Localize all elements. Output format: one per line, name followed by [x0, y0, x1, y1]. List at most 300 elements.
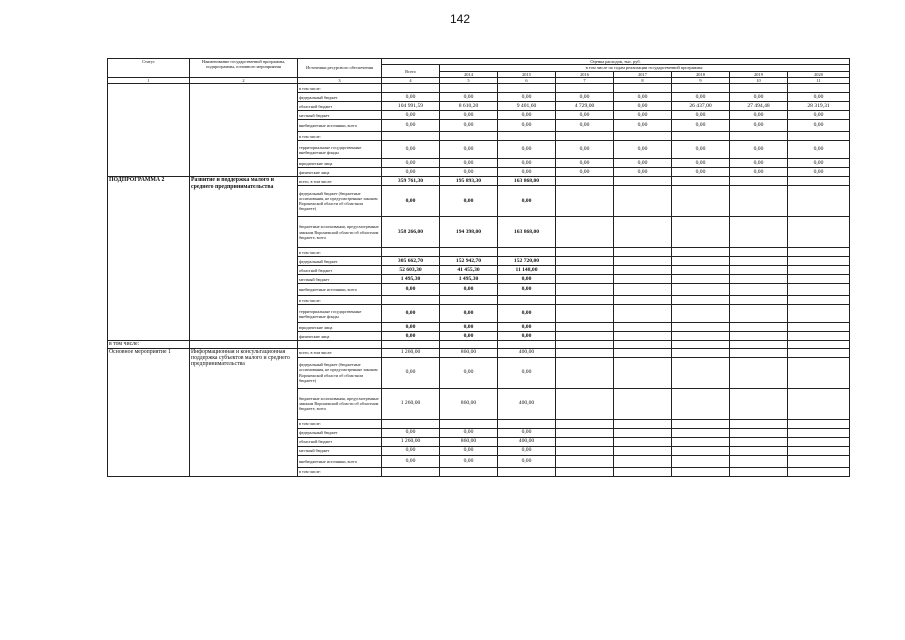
value-cell — [556, 388, 614, 419]
value-cell: 0,00 — [440, 141, 498, 159]
source-cell: в том числе: — [298, 84, 382, 93]
header-source: Источники ресурсного обеспечения — [298, 59, 382, 78]
value-cell: 0,00 — [788, 168, 850, 177]
value-cell: 0,00 — [730, 159, 788, 168]
header-estimate: Оценка расходов, тыс. руб. — [382, 59, 850, 65]
value-cell — [614, 455, 672, 467]
source-cell: внебюджетные источники, всего — [298, 120, 382, 132]
value-cell: 0,00 — [382, 323, 440, 332]
value-cell — [556, 186, 614, 217]
value-cell — [614, 84, 672, 93]
value-cell: 0,00 — [498, 428, 556, 437]
value-cell: 163 868,00 — [498, 217, 556, 248]
value-cell — [672, 437, 730, 446]
value-cell: 0,00 — [382, 159, 440, 168]
source-cell: юридические лица — [298, 323, 382, 332]
value-cell — [730, 177, 788, 186]
column-number: 1 — [108, 78, 190, 84]
value-cell — [788, 296, 850, 305]
value-cell: 0,00 — [382, 357, 440, 388]
value-cell: 0,00 — [498, 120, 556, 132]
column-number: 6 — [498, 78, 556, 84]
value-cell — [672, 266, 730, 275]
value-cell: 0,00 — [730, 168, 788, 177]
value-cell: 152 720,00 — [498, 257, 556, 266]
column-number: 2 — [190, 78, 298, 84]
source-cell: территориальные государственные внебюджетные фонды — [298, 141, 382, 159]
header-year: 2018 — [672, 71, 730, 77]
value-cell — [788, 348, 850, 357]
value-cell: 0,00 — [672, 111, 730, 120]
row-name: Развитие и поддержка малого и среднего предпринимательства — [190, 177, 298, 341]
value-cell: 0,00 — [788, 120, 850, 132]
value-cell: 0,00 — [498, 357, 556, 388]
column-number: 3 — [298, 78, 382, 84]
value-cell: 860,00 — [440, 388, 498, 419]
value-cell — [498, 467, 556, 476]
value-cell: 41 455,30 — [440, 266, 498, 275]
value-cell — [788, 419, 850, 428]
value-cell: 0,00 — [498, 168, 556, 177]
header-year: 2014 — [440, 71, 498, 77]
value-cell: 0,00 — [382, 186, 440, 217]
empty-cell — [298, 341, 382, 348]
value-cell — [498, 296, 556, 305]
value-cell: 0,00 — [382, 111, 440, 120]
column-number: 11 — [788, 78, 850, 84]
value-cell — [382, 467, 440, 476]
value-cell: 195 893,30 — [440, 177, 498, 186]
value-cell: 0,00 — [730, 120, 788, 132]
value-cell — [614, 467, 672, 476]
value-cell — [730, 388, 788, 419]
value-cell — [614, 296, 672, 305]
value-cell: 0,00 — [498, 93, 556, 102]
value-cell — [498, 248, 556, 257]
value-cell: 0,00 — [730, 141, 788, 159]
value-cell: 0,00 — [788, 111, 850, 120]
value-cell — [614, 284, 672, 296]
value-cell — [556, 455, 614, 467]
value-cell — [614, 186, 672, 217]
source-cell: областной бюджет — [298, 266, 382, 275]
row-status: Основное мероприятие 1 — [108, 348, 190, 476]
value-cell: 0,00 — [440, 305, 498, 323]
value-cell: 8 610,20 — [440, 102, 498, 111]
value-cell: 11 148,00 — [498, 266, 556, 275]
value-cell — [730, 428, 788, 437]
value-cell — [730, 323, 788, 332]
source-cell: юридические лица — [298, 159, 382, 168]
value-cell — [556, 266, 614, 275]
row-name — [190, 84, 298, 177]
value-cell — [672, 357, 730, 388]
value-cell: 9 401,60 — [498, 102, 556, 111]
value-cell — [614, 132, 672, 141]
source-cell: в том числе: — [298, 467, 382, 476]
value-cell — [788, 284, 850, 296]
value-cell — [382, 419, 440, 428]
value-cell — [730, 186, 788, 217]
source-cell: в том числе: — [298, 419, 382, 428]
value-cell — [614, 446, 672, 455]
value-cell: 0,00 — [614, 168, 672, 177]
value-cell: 1 260,00 — [382, 437, 440, 446]
value-cell: 0,00 — [440, 120, 498, 132]
value-cell — [614, 357, 672, 388]
value-cell — [440, 248, 498, 257]
value-cell: 400,00 — [498, 437, 556, 446]
header-year: 2015 — [498, 71, 556, 77]
header-total: Всего — [382, 65, 440, 78]
value-cell — [440, 296, 498, 305]
value-cell: 1 495,30 — [382, 275, 440, 284]
value-cell: 0,00 — [614, 102, 672, 111]
value-cell — [788, 217, 850, 248]
value-cell: 0,00 — [672, 120, 730, 132]
value-cell — [556, 357, 614, 388]
value-cell — [730, 305, 788, 323]
value-cell: 163 868,00 — [498, 177, 556, 186]
page-number: 142 — [449, 12, 471, 26]
value-cell — [730, 455, 788, 467]
value-cell — [730, 437, 788, 446]
value-cell: 0,00 — [556, 159, 614, 168]
source-cell: областной бюджет — [298, 437, 382, 446]
value-cell: 400,00 — [498, 348, 556, 357]
value-cell — [556, 348, 614, 357]
column-number: 9 — [672, 78, 730, 84]
value-cell — [614, 428, 672, 437]
value-cell — [556, 84, 614, 93]
value-cell — [788, 357, 850, 388]
value-cell — [614, 437, 672, 446]
empty-cell — [556, 341, 614, 348]
column-number: 7 — [556, 78, 614, 84]
source-cell: в том числе: — [298, 132, 382, 141]
value-cell — [672, 455, 730, 467]
in-that-number-label: в том числе: — [108, 341, 190, 348]
value-cell — [788, 323, 850, 332]
source-cell: физические лица — [298, 168, 382, 177]
value-cell: 0,00 — [730, 93, 788, 102]
value-cell: 0,00 — [614, 93, 672, 102]
value-cell — [730, 419, 788, 428]
value-cell — [498, 419, 556, 428]
column-number: 8 — [614, 78, 672, 84]
value-cell: 1 260,00 — [382, 348, 440, 357]
value-cell — [730, 132, 788, 141]
value-cell — [556, 437, 614, 446]
value-cell — [440, 467, 498, 476]
row-name: Информационная и консультационная поддержка субъектов малого и среднего предпринимательства — [190, 348, 298, 476]
value-cell — [672, 428, 730, 437]
empty-cell — [672, 341, 730, 348]
value-cell: 0,00 — [382, 332, 440, 341]
column-number: 4 — [382, 78, 440, 84]
empty-cell — [788, 341, 850, 348]
value-cell — [672, 257, 730, 266]
value-cell — [788, 266, 850, 275]
value-cell — [614, 388, 672, 419]
source-cell: местный бюджет — [298, 446, 382, 455]
value-cell — [556, 217, 614, 248]
value-cell — [556, 467, 614, 476]
value-cell: 358 266,00 — [382, 217, 440, 248]
value-cell: 0,00 — [498, 332, 556, 341]
source-cell: внебюджетные источники, всего — [298, 455, 382, 467]
value-cell: 194 398,00 — [440, 217, 498, 248]
value-cell: 52 603,30 — [382, 266, 440, 275]
column-number: 10 — [730, 78, 788, 84]
value-cell: 28 319,31 — [788, 102, 850, 111]
value-cell: 0,00 — [498, 275, 556, 284]
value-cell — [382, 296, 440, 305]
value-cell: 0,00 — [382, 168, 440, 177]
value-cell: 0,00 — [556, 141, 614, 159]
value-cell — [440, 84, 498, 93]
value-cell — [614, 348, 672, 357]
value-cell — [556, 177, 614, 186]
value-cell: 0,00 — [440, 159, 498, 168]
value-cell: 0,00 — [614, 120, 672, 132]
value-cell: 0,00 — [498, 141, 556, 159]
value-cell: 0,00 — [672, 141, 730, 159]
value-cell: 0,00 — [382, 446, 440, 455]
value-cell — [730, 266, 788, 275]
source-cell: всего, в том числе: — [298, 348, 382, 357]
value-cell: 0,00 — [440, 446, 498, 455]
value-cell — [672, 419, 730, 428]
value-cell — [788, 305, 850, 323]
value-cell — [556, 332, 614, 341]
source-cell: местный бюджет — [298, 275, 382, 284]
table-row — [108, 348, 850, 357]
value-cell: 0,00 — [498, 305, 556, 323]
source-cell: всего, в том числе: — [298, 177, 382, 186]
source-cell: федеральный бюджет (бюджетные ассигнования, не предусмотренные законом Воронежской области об областном бюджете) — [298, 357, 382, 388]
value-cell — [788, 275, 850, 284]
value-cell: 0,00 — [498, 159, 556, 168]
value-cell: 0,00 — [614, 141, 672, 159]
source-cell: территориальные государственные внебюджетные фонды — [298, 305, 382, 323]
value-cell: 305 662,70 — [382, 257, 440, 266]
value-cell — [614, 332, 672, 341]
value-cell: 0,00 — [440, 323, 498, 332]
value-cell — [788, 177, 850, 186]
value-cell — [556, 275, 614, 284]
value-cell: 0,00 — [672, 159, 730, 168]
value-cell — [556, 419, 614, 428]
source-cell: бюджетные ассигнования, предусмотренные законом Воронежской области об областном бюджете, всего — [298, 388, 382, 419]
row-status — [108, 84, 190, 177]
source-cell: бюджетные ассигнования, предусмотренные законом Воронежской области об областном бюджете, всего — [298, 217, 382, 248]
value-cell — [556, 305, 614, 323]
value-cell — [556, 248, 614, 257]
header-year: 2017 — [614, 71, 672, 77]
value-cell — [730, 446, 788, 455]
value-cell — [556, 428, 614, 437]
value-cell: 0,00 — [440, 428, 498, 437]
value-cell: 0,00 — [498, 455, 556, 467]
header-name: Наименование государственной программы, подпрограммы, основного мероприятия — [190, 59, 298, 78]
value-cell — [788, 446, 850, 455]
value-cell — [440, 132, 498, 141]
value-cell: 0,00 — [440, 168, 498, 177]
in-that-number-row — [108, 341, 850, 348]
value-cell: 152 942,70 — [440, 257, 498, 266]
value-cell: 0,00 — [556, 168, 614, 177]
header-year: 2019 — [730, 71, 788, 77]
value-cell: 0,00 — [788, 141, 850, 159]
value-cell: 4 729,00 — [556, 102, 614, 111]
value-cell — [498, 84, 556, 93]
value-cell: 0,00 — [440, 357, 498, 388]
value-cell: 27 494,48 — [730, 102, 788, 111]
value-cell — [498, 132, 556, 141]
value-cell: 104 991,59 — [382, 102, 440, 111]
value-cell: 0,00 — [440, 111, 498, 120]
value-cell: 0,00 — [440, 455, 498, 467]
value-cell — [556, 132, 614, 141]
value-cell — [730, 257, 788, 266]
value-cell: 0,00 — [440, 332, 498, 341]
value-cell — [788, 437, 850, 446]
value-cell: 0,00 — [556, 111, 614, 120]
value-cell — [672, 332, 730, 341]
value-cell: 0,00 — [672, 168, 730, 177]
value-cell: 359 761,30 — [382, 177, 440, 186]
value-cell — [672, 388, 730, 419]
value-cell — [788, 84, 850, 93]
value-cell: 0,00 — [382, 284, 440, 296]
source-cell: федеральный бюджет — [298, 257, 382, 266]
value-cell: 0,00 — [730, 111, 788, 120]
value-cell — [672, 323, 730, 332]
value-cell — [788, 332, 850, 341]
value-cell — [556, 284, 614, 296]
value-cell: 0,00 — [440, 284, 498, 296]
value-cell — [730, 248, 788, 257]
value-cell — [672, 284, 730, 296]
value-cell: 0,00 — [440, 93, 498, 102]
table-row — [108, 177, 850, 186]
value-cell — [730, 217, 788, 248]
value-cell — [614, 257, 672, 266]
value-cell: 0,00 — [382, 305, 440, 323]
value-cell — [788, 388, 850, 419]
value-cell — [672, 467, 730, 476]
value-cell: 0,00 — [382, 455, 440, 467]
source-cell: местный бюджет — [298, 111, 382, 120]
value-cell — [788, 257, 850, 266]
value-cell: 0,00 — [498, 111, 556, 120]
value-cell — [556, 257, 614, 266]
value-cell — [614, 248, 672, 257]
value-cell — [672, 296, 730, 305]
source-cell: федеральный бюджет (бюджетные ассигнования, не предусмотренные законом Воронежской области об областном бюджете) — [298, 186, 382, 217]
table-row — [108, 84, 850, 93]
source-cell: федеральный бюджет — [298, 93, 382, 102]
value-cell: 860,00 — [440, 437, 498, 446]
source-cell: физические лица — [298, 332, 382, 341]
value-cell — [672, 305, 730, 323]
value-cell: 0,00 — [498, 284, 556, 296]
value-cell — [788, 186, 850, 217]
empty-cell — [614, 341, 672, 348]
header-status: Статус — [108, 59, 190, 78]
value-cell — [730, 275, 788, 284]
value-cell: 0,00 — [382, 141, 440, 159]
value-cell: 0,00 — [498, 446, 556, 455]
value-cell — [788, 467, 850, 476]
value-cell — [614, 275, 672, 284]
empty-cell — [498, 341, 556, 348]
value-cell — [440, 419, 498, 428]
value-cell: 0,00 — [498, 186, 556, 217]
value-cell: 0,00 — [614, 111, 672, 120]
value-cell — [614, 305, 672, 323]
value-cell — [788, 132, 850, 141]
value-cell — [788, 455, 850, 467]
value-cell — [730, 348, 788, 357]
value-cell — [672, 446, 730, 455]
value-cell — [788, 248, 850, 257]
header-year: 2020 — [788, 71, 850, 77]
value-cell — [614, 177, 672, 186]
value-cell — [672, 248, 730, 257]
value-cell — [730, 84, 788, 93]
empty-cell — [440, 341, 498, 348]
row-status: ПОДПРОГРАММА 2 — [108, 177, 190, 341]
value-cell — [382, 84, 440, 93]
value-cell: 0,00 — [440, 186, 498, 217]
column-number: 5 — [440, 78, 498, 84]
value-cell — [672, 186, 730, 217]
value-cell — [614, 323, 672, 332]
value-cell: 0,00 — [788, 159, 850, 168]
source-cell: в том числе: — [298, 296, 382, 305]
value-cell: 0,00 — [498, 323, 556, 332]
value-cell: 0,00 — [614, 159, 672, 168]
value-cell: 0,00 — [382, 93, 440, 102]
value-cell: 0,00 — [556, 120, 614, 132]
budget-table — [107, 58, 850, 477]
value-cell — [672, 177, 730, 186]
value-cell: 1 260,00 — [382, 388, 440, 419]
value-cell — [382, 132, 440, 141]
value-cell — [556, 446, 614, 455]
value-cell — [614, 217, 672, 248]
source-cell: федеральный бюджет — [298, 428, 382, 437]
value-cell: 400,00 — [498, 388, 556, 419]
header-by-years: в том числе по годам реализации государственной программы: — [440, 65, 850, 72]
empty-cell — [730, 341, 788, 348]
value-cell — [672, 84, 730, 93]
value-cell: 0,00 — [788, 93, 850, 102]
value-cell — [788, 428, 850, 437]
value-cell — [614, 419, 672, 428]
value-cell — [556, 296, 614, 305]
value-cell — [672, 217, 730, 248]
value-cell: 26 437,00 — [672, 102, 730, 111]
source-cell: областной бюджет — [298, 102, 382, 111]
value-cell: 0,00 — [672, 93, 730, 102]
value-cell — [730, 467, 788, 476]
value-cell: 0,00 — [556, 93, 614, 102]
header-year: 2016 — [556, 71, 614, 77]
value-cell — [556, 323, 614, 332]
